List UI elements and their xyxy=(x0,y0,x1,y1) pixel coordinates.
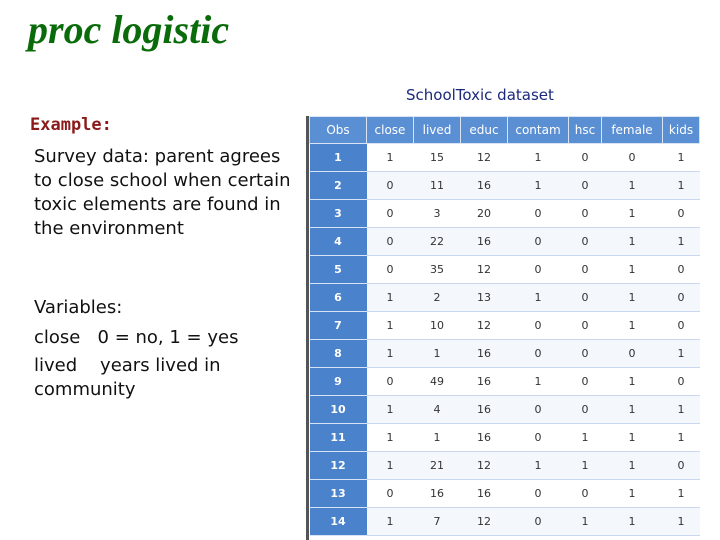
column-header-female: female xyxy=(602,117,663,144)
table-cell-kids: 1 xyxy=(663,508,700,536)
table-cell-contam: 1 xyxy=(508,452,569,480)
table-cell-hsc: 0 xyxy=(569,340,602,368)
table-cell-close: 1 xyxy=(367,144,414,172)
table-cell-close: 0 xyxy=(367,200,414,228)
table-cell-educ: 12 xyxy=(461,452,508,480)
table-row xyxy=(310,312,700,340)
table-cell-lived: 1 xyxy=(414,340,461,368)
table-cell-female: 1 xyxy=(602,172,663,200)
column-header-educ: educ xyxy=(461,117,508,144)
table-cell-lived: 22 xyxy=(414,228,461,256)
table-row xyxy=(310,396,700,424)
table-cell-educ: 16 xyxy=(461,396,508,424)
table-cell-kids: 0 xyxy=(663,284,700,312)
column-header-hsc: hsc xyxy=(569,117,602,144)
example-label: Example: xyxy=(30,115,112,135)
table-cell-hsc: 0 xyxy=(569,172,602,200)
column-header-lived: lived xyxy=(414,117,461,144)
table-cell-close: 1 xyxy=(367,312,414,340)
table-cell-lived: 7 xyxy=(414,508,461,536)
table-cell-female: 0 xyxy=(602,144,663,172)
table-cell-kids: 0 xyxy=(663,200,700,228)
table-cell-contam: 0 xyxy=(508,480,569,508)
table-cell-lived: 1 xyxy=(414,424,461,452)
table-cell-hsc: 0 xyxy=(569,284,602,312)
table-row xyxy=(310,172,700,200)
table-cell-lived: 21 xyxy=(414,452,461,480)
table-row xyxy=(310,340,700,368)
obs-cell: 5 xyxy=(310,256,367,284)
table-cell-kids: 1 xyxy=(663,228,700,256)
table-cell-female: 1 xyxy=(602,284,663,312)
table-cell-contam: 0 xyxy=(508,312,569,340)
table-cell-female: 1 xyxy=(602,424,663,452)
obs-cell: 11 xyxy=(310,424,367,452)
table-cell-contam: 0 xyxy=(508,340,569,368)
table-cell-kids: 1 xyxy=(663,340,700,368)
table-cell-lived: 15 xyxy=(414,144,461,172)
table-cell-close: 0 xyxy=(367,256,414,284)
table-cell-kids: 0 xyxy=(663,368,700,396)
table-cell-close: 1 xyxy=(367,284,414,312)
table-cell-hsc: 0 xyxy=(569,256,602,284)
table-cell-close: 1 xyxy=(367,424,414,452)
table-cell-close: 0 xyxy=(367,368,414,396)
table-cell-educ: 12 xyxy=(461,144,508,172)
table-cell-close: 0 xyxy=(367,172,414,200)
table-cell-close: 0 xyxy=(367,228,414,256)
table-cell-hsc: 0 xyxy=(569,480,602,508)
dataset-table xyxy=(309,116,700,536)
table-cell-female: 1 xyxy=(602,228,663,256)
obs-cell: 13 xyxy=(310,480,367,508)
table-cell-kids: 1 xyxy=(663,480,700,508)
table-cell-contam: 0 xyxy=(508,424,569,452)
table-cell-educ: 16 xyxy=(461,228,508,256)
obs-cell: 8 xyxy=(310,340,367,368)
table-cell-educ: 12 xyxy=(461,256,508,284)
table-cell-kids: 1 xyxy=(663,172,700,200)
table-cell-female: 1 xyxy=(602,480,663,508)
table-cell-hsc: 0 xyxy=(569,312,602,340)
table-cell-female: 1 xyxy=(602,256,663,284)
table-cell-lived: 35 xyxy=(414,256,461,284)
table-cell-close: 1 xyxy=(367,340,414,368)
table-cell-hsc: 0 xyxy=(569,368,602,396)
obs-cell: 2 xyxy=(310,172,367,200)
table-cell-lived: 3 xyxy=(414,200,461,228)
table-cell-lived: 49 xyxy=(414,368,461,396)
table-header-row xyxy=(310,117,700,144)
table-row xyxy=(310,368,700,396)
table-cell-educ: 16 xyxy=(461,340,508,368)
variable-lived: lived years lived in community xyxy=(34,355,227,400)
obs-cell: 9 xyxy=(310,368,367,396)
table-cell-lived: 16 xyxy=(414,480,461,508)
table-cell-contam: 0 xyxy=(508,396,569,424)
obs-cell: 4 xyxy=(310,228,367,256)
table-cell-contam: 0 xyxy=(508,508,569,536)
table-cell-educ: 12 xyxy=(461,312,508,340)
dataset-table-frame xyxy=(306,116,720,540)
table-cell-female: 1 xyxy=(602,396,663,424)
table-cell-educ: 12 xyxy=(461,508,508,536)
table-cell-contam: 0 xyxy=(508,228,569,256)
obs-cell: 14 xyxy=(310,508,367,536)
table-cell-female: 1 xyxy=(602,452,663,480)
dataset-title: SchoolToxic dataset xyxy=(406,86,554,104)
table-cell-educ: 20 xyxy=(461,200,508,228)
table-cell-kids: 0 xyxy=(663,452,700,480)
obs-cell: 12 xyxy=(310,452,367,480)
table-cell-lived: 11 xyxy=(414,172,461,200)
table-row xyxy=(310,508,700,536)
table-cell-educ: 16 xyxy=(461,424,508,452)
table-cell-lived: 2 xyxy=(414,284,461,312)
obs-cell: 7 xyxy=(310,312,367,340)
table-cell-contam: 1 xyxy=(508,144,569,172)
table-cell-contam: 1 xyxy=(508,368,569,396)
table-cell-contam: 1 xyxy=(508,172,569,200)
table-row xyxy=(310,424,700,452)
table-cell-female: 1 xyxy=(602,508,663,536)
table-cell-lived: 4 xyxy=(414,396,461,424)
table-row xyxy=(310,256,700,284)
table-cell-hsc: 0 xyxy=(569,228,602,256)
table-row xyxy=(310,480,700,508)
table-cell-female: 1 xyxy=(602,200,663,228)
survey-description: Survey data: parent agrees to close school when certain toxic elements are found in the environment xyxy=(34,146,291,239)
variables-heading: Variables: xyxy=(34,297,123,318)
table-cell-female: 1 xyxy=(602,368,663,396)
table-cell-educ: 16 xyxy=(461,480,508,508)
column-header-contam: contam xyxy=(508,117,569,144)
table-cell-contam: 0 xyxy=(508,200,569,228)
column-header-Obs: Obs xyxy=(310,117,367,144)
table-cell-hsc: 0 xyxy=(569,144,602,172)
table-row xyxy=(310,284,700,312)
table-row xyxy=(310,228,700,256)
obs-cell: 6 xyxy=(310,284,367,312)
table-cell-female: 1 xyxy=(602,312,663,340)
table-cell-kids: 1 xyxy=(663,396,700,424)
column-header-close: close xyxy=(367,117,414,144)
table-cell-educ: 16 xyxy=(461,172,508,200)
table-row xyxy=(310,144,700,172)
table-cell-kids: 0 xyxy=(663,312,700,340)
table-cell-close: 1 xyxy=(367,508,414,536)
obs-cell: 3 xyxy=(310,200,367,228)
table-cell-contam: 0 xyxy=(508,256,569,284)
table-cell-educ: 16 xyxy=(461,368,508,396)
table-row xyxy=(310,200,700,228)
table-cell-kids: 1 xyxy=(663,424,700,452)
table-cell-close: 1 xyxy=(367,452,414,480)
obs-cell: 1 xyxy=(310,144,367,172)
table-cell-contam: 1 xyxy=(508,284,569,312)
table-cell-hsc: 0 xyxy=(569,396,602,424)
table-cell-kids: 0 xyxy=(663,256,700,284)
table-cell-lived: 10 xyxy=(414,312,461,340)
table-cell-close: 0 xyxy=(367,480,414,508)
table-cell-educ: 13 xyxy=(461,284,508,312)
column-header-kids: kids xyxy=(663,117,700,144)
slide-title: proc logistic xyxy=(28,7,230,52)
table-cell-kids: 1 xyxy=(663,144,700,172)
table-cell-hsc: 1 xyxy=(569,424,602,452)
table-row xyxy=(310,452,700,480)
table-cell-hsc: 0 xyxy=(569,200,602,228)
obs-cell: 10 xyxy=(310,396,367,424)
variable-close: close 0 = no, 1 = yes xyxy=(34,327,239,348)
variables-block xyxy=(34,296,304,402)
table-cell-close: 1 xyxy=(367,396,414,424)
table-body xyxy=(310,144,700,536)
table-cell-hsc: 1 xyxy=(569,508,602,536)
table-cell-female: 0 xyxy=(602,340,663,368)
table-cell-hsc: 1 xyxy=(569,452,602,480)
